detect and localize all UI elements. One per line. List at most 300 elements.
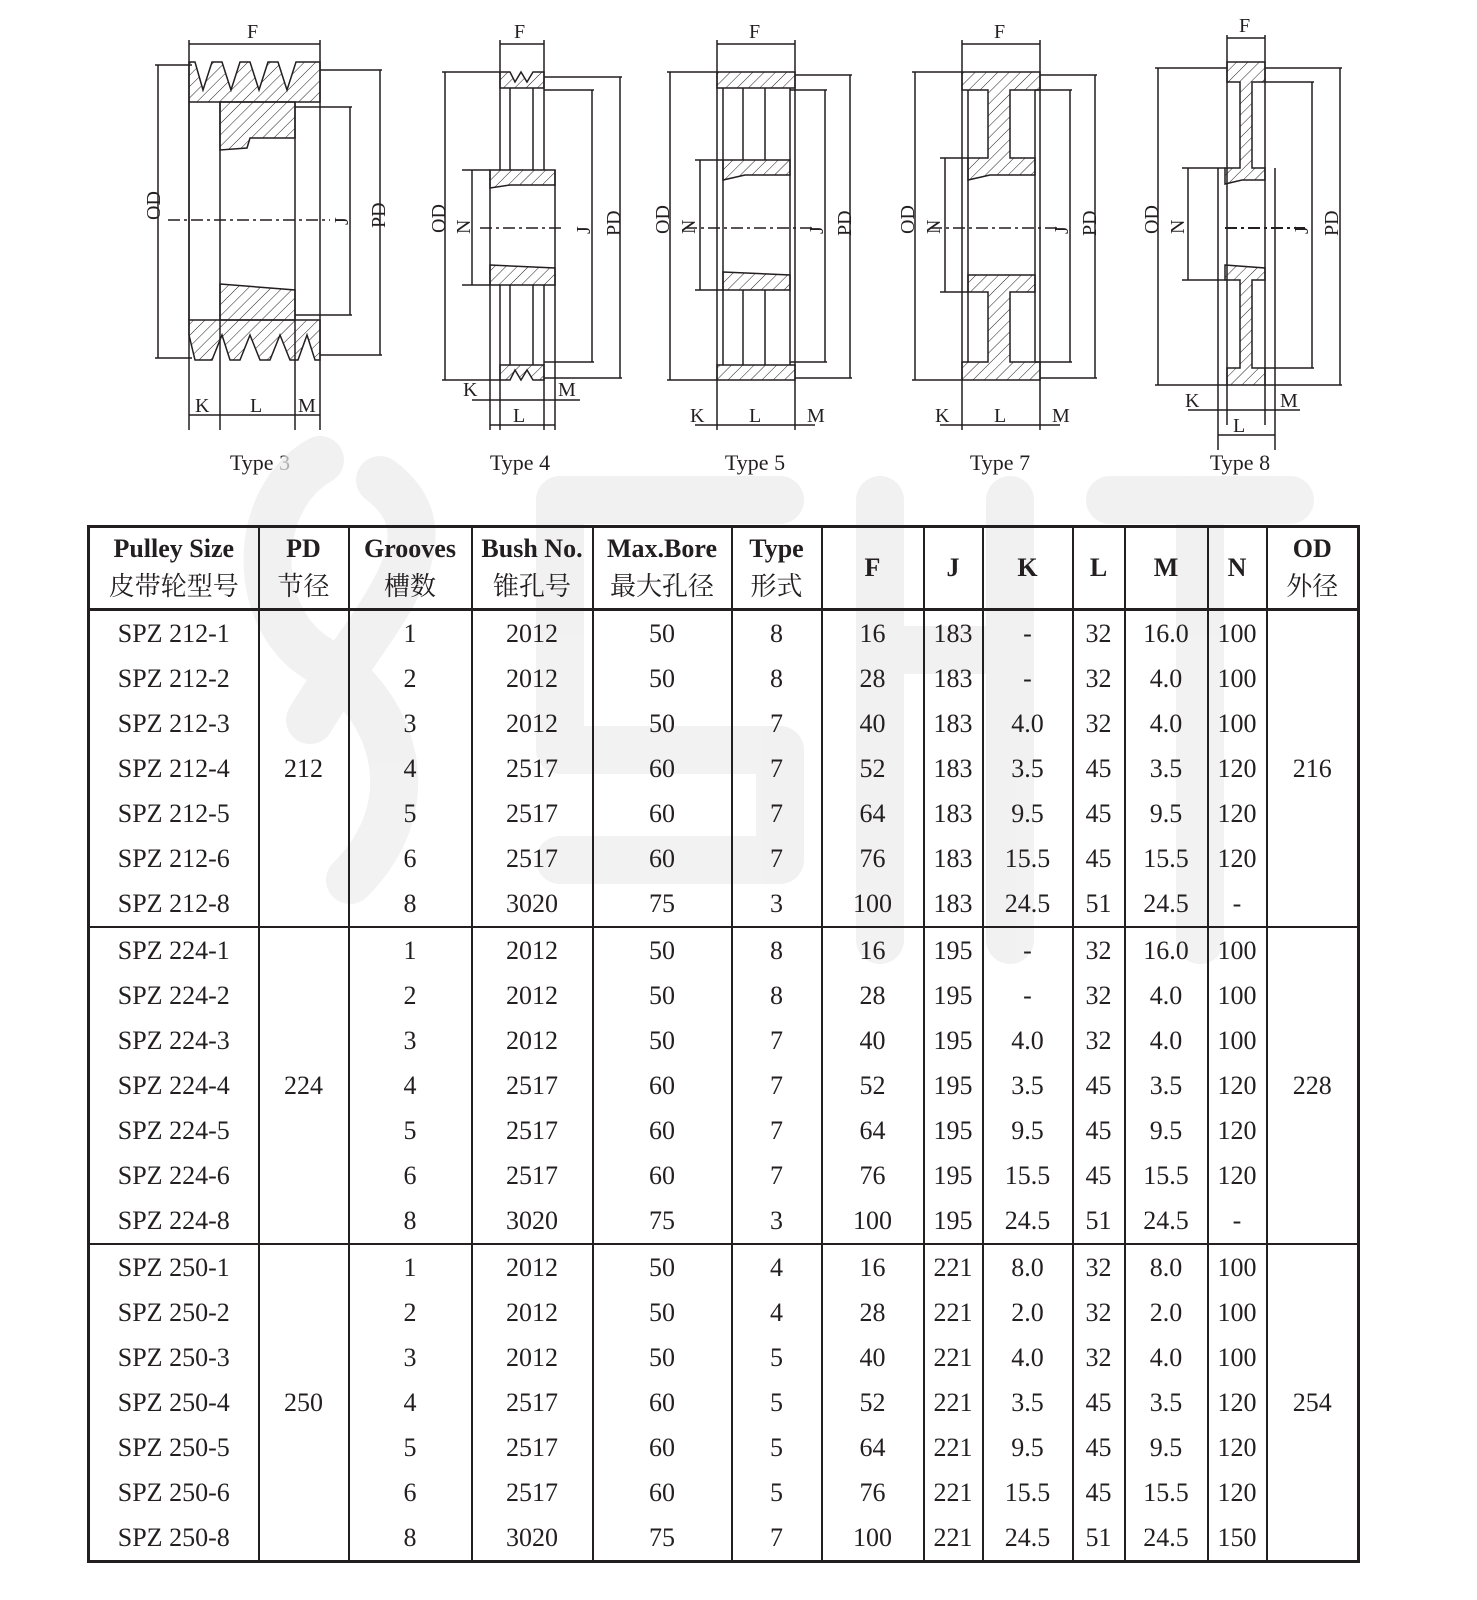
column-header-en: L [1089, 553, 1108, 582]
cell-n: 120 [1208, 746, 1267, 791]
column-header-f [822, 527, 924, 610]
type-8-drawing [1130, 10, 1350, 450]
column-header-en: Pulley Size [113, 534, 235, 563]
cell-k: - [983, 973, 1073, 1018]
dim-label-OD: OD [428, 204, 450, 233]
cell-grooves: 4 [349, 746, 472, 791]
dim-label-F: F [749, 21, 761, 43]
cell-type: 7 [732, 836, 822, 881]
dim-label-L: L [749, 405, 762, 427]
cell-grooves: 4 [349, 1380, 472, 1425]
dim-label-K: K [195, 395, 210, 417]
cell-type: 4 [732, 1290, 822, 1335]
cell-bore: 60 [593, 791, 732, 836]
cell-k: 8.0 [983, 1244, 1073, 1290]
cell-bore: 50 [593, 656, 732, 701]
cell-l: 45 [1073, 1380, 1125, 1425]
diagram-type-3 [130, 10, 390, 480]
cell-l: 45 [1073, 1470, 1125, 1515]
cell-l: 45 [1073, 746, 1125, 791]
cell-k: 3.5 [983, 1380, 1073, 1425]
cell-bush: 2517 [472, 791, 593, 836]
dim-label-J: J [573, 226, 595, 234]
cell-bush: 2517 [472, 1063, 593, 1108]
cell-l: 45 [1073, 1153, 1125, 1198]
cell-bore: 50 [593, 1244, 732, 1290]
dim-label-K: K [463, 379, 478, 401]
cell-grooves: 6 [349, 836, 472, 881]
cell-type: 3 [732, 1198, 822, 1244]
cell-l: 45 [1073, 1108, 1125, 1153]
column-header-grooves [349, 527, 472, 610]
cell-bore: 60 [593, 1425, 732, 1470]
cell-bush: 2012 [472, 973, 593, 1018]
dim-label-L: L [513, 405, 526, 427]
column-header-cn: 最大孔径 [609, 572, 714, 602]
column-header-pd [259, 527, 349, 610]
column-header-type [732, 527, 822, 610]
dim-label-F: F [247, 21, 259, 43]
cell-bush: 2012 [472, 927, 593, 973]
cell-bore: 50 [593, 1335, 732, 1380]
cell-grooves: 1 [349, 1244, 472, 1290]
cell-j: 183 [924, 746, 983, 791]
cell-j: 195 [924, 1018, 983, 1063]
cell-j: 183 [924, 791, 983, 836]
cell-m: 4.0 [1125, 656, 1208, 701]
cell-od: 216 [1267, 610, 1359, 928]
cell-f: 100 [822, 1198, 924, 1244]
cell-n: 100 [1208, 610, 1267, 657]
cell-grooves: 5 [349, 1425, 472, 1470]
cell-grooves: 1 [349, 927, 472, 973]
cell-bush: 2012 [472, 610, 593, 657]
cell-k: 9.5 [983, 791, 1073, 836]
cell-od: 228 [1267, 927, 1359, 1244]
dim-label-K: K [1185, 390, 1200, 412]
cell-f: 52 [822, 1063, 924, 1108]
dim-label-OD: OD [1141, 205, 1163, 234]
cell-j: 183 [924, 836, 983, 881]
cell-l: 32 [1073, 610, 1125, 657]
dim-label-M: M [1052, 405, 1070, 427]
cell-n: 120 [1208, 1063, 1267, 1108]
cell-n: 120 [1208, 1108, 1267, 1153]
cell-m: 3.5 [1125, 746, 1208, 791]
cell-pulley-size: SPZ 250-4 [89, 1380, 259, 1425]
column-header-en: OD [1292, 534, 1332, 563]
cell-type: 7 [732, 1153, 822, 1198]
cell-bore: 75 [593, 1198, 732, 1244]
cell-grooves: 4 [349, 1063, 472, 1108]
cell-f: 64 [822, 791, 924, 836]
column-header-j [924, 527, 983, 610]
diagram-caption: Type 8 [1209, 450, 1271, 475]
cell-pulley-size: SPZ 212-1 [89, 610, 259, 657]
cell-m: 15.5 [1125, 1153, 1208, 1198]
dim-label-N: N [678, 219, 700, 234]
cell-pd: 250 [259, 1244, 349, 1562]
cell-n: 120 [1208, 1380, 1267, 1425]
cell-type: 7 [732, 1515, 822, 1562]
dim-label-L: L [1233, 415, 1246, 437]
cell-k: 4.0 [983, 701, 1073, 746]
dim-label-K: K [935, 405, 950, 427]
cell-pulley-size: SPZ 224-2 [89, 973, 259, 1018]
cell-f: 40 [822, 1335, 924, 1380]
cell-j: 183 [924, 701, 983, 746]
cell-n: 150 [1208, 1515, 1267, 1562]
diagram-type-4 [400, 10, 640, 480]
type-5-drawing [645, 10, 865, 450]
cell-f: 52 [822, 746, 924, 791]
cell-bore: 60 [593, 836, 732, 881]
cell-m: 16.0 [1125, 927, 1208, 973]
cell-bush: 2012 [472, 1244, 593, 1290]
cell-j: 195 [924, 1198, 983, 1244]
column-header-en: Bush No. [481, 534, 583, 563]
diagram-type-8 [1130, 10, 1350, 480]
cell-grooves: 1 [349, 610, 472, 657]
cell-bush: 2012 [472, 701, 593, 746]
cell-pulley-size: SPZ 212-8 [89, 881, 259, 927]
cell-pulley-size: SPZ 224-5 [89, 1108, 259, 1153]
column-header-bush-no [472, 527, 593, 610]
cell-l: 32 [1073, 701, 1125, 746]
column-header-cn: 外径 [1286, 572, 1339, 602]
column-header-od [1267, 527, 1359, 610]
cell-f: 16 [822, 1244, 924, 1290]
dim-label-F: F [994, 21, 1006, 43]
cell-pulley-size: SPZ 224-4 [89, 1063, 259, 1108]
type-7-drawing [890, 10, 1110, 450]
cell-m: 8.0 [1125, 1244, 1208, 1290]
cell-pulley-size: SPZ 250-2 [89, 1290, 259, 1335]
cell-bore: 60 [593, 1063, 732, 1108]
cell-pulley-size: SPZ 212-3 [89, 701, 259, 746]
cell-bush: 2012 [472, 1335, 593, 1380]
cell-grooves: 8 [349, 1515, 472, 1562]
cell-pulley-size: SPZ 224-3 [89, 1018, 259, 1063]
cell-j: 221 [924, 1425, 983, 1470]
cell-k: 24.5 [983, 1198, 1073, 1244]
cell-type: 7 [732, 701, 822, 746]
cell-pulley-size: SPZ 250-5 [89, 1425, 259, 1470]
pulley-type-diagrams [0, 0, 1477, 500]
cell-bore: 60 [593, 1380, 732, 1425]
diagram-type-5 [645, 10, 865, 480]
column-header-en: M [1153, 553, 1179, 582]
cell-l: 51 [1073, 881, 1125, 927]
cell-f: 64 [822, 1108, 924, 1153]
cell-grooves: 2 [349, 656, 472, 701]
cell-f: 64 [822, 1425, 924, 1470]
cell-j: 221 [924, 1335, 983, 1380]
cell-m: 3.5 [1125, 1063, 1208, 1108]
cell-bore: 75 [593, 881, 732, 927]
cell-l: 32 [1073, 1018, 1125, 1063]
column-header-n [1208, 527, 1267, 610]
cell-m: 2.0 [1125, 1290, 1208, 1335]
cell-type: 8 [732, 973, 822, 1018]
cell-type: 7 [732, 791, 822, 836]
cell-j: 195 [924, 1108, 983, 1153]
cell-pulley-size: SPZ 250-6 [89, 1470, 259, 1515]
cell-grooves: 5 [349, 1108, 472, 1153]
cell-k: 4.0 [983, 1018, 1073, 1063]
cell-k: 4.0 [983, 1335, 1073, 1380]
cell-m: 24.5 [1125, 1198, 1208, 1244]
cell-bush: 2517 [472, 746, 593, 791]
cell-m: 4.0 [1125, 1018, 1208, 1063]
cell-m: 15.5 [1125, 1470, 1208, 1515]
cell-m: 4.0 [1125, 1335, 1208, 1380]
dim-label-N: N [453, 219, 475, 234]
cell-f: 76 [822, 1470, 924, 1515]
dim-label-PD: PD [1079, 210, 1101, 236]
dim-label-N: N [923, 219, 945, 234]
diagram-caption: Type 4 [489, 450, 551, 475]
column-header-en: Grooves [364, 534, 456, 563]
cell-grooves: 8 [349, 881, 472, 927]
cell-pulley-size: SPZ 250-8 [89, 1515, 259, 1562]
cell-n: 120 [1208, 791, 1267, 836]
cell-bush: 2517 [472, 1425, 593, 1470]
cell-m: 15.5 [1125, 836, 1208, 881]
cell-pulley-size: SPZ 250-1 [89, 1244, 259, 1290]
column-header-en: Type [749, 534, 804, 563]
cell-l: 45 [1073, 1063, 1125, 1108]
cell-bore: 50 [593, 927, 732, 973]
cell-grooves: 2 [349, 973, 472, 1018]
cell-grooves: 3 [349, 1335, 472, 1380]
cell-l: 45 [1073, 836, 1125, 881]
diagram-caption: Type 7 [969, 450, 1031, 475]
cell-f: 16 [822, 927, 924, 973]
cell-bore: 60 [593, 1470, 732, 1515]
cell-f: 28 [822, 973, 924, 1018]
cell-j: 221 [924, 1380, 983, 1425]
dim-label-L: L [994, 405, 1007, 427]
cell-bush: 2012 [472, 1290, 593, 1335]
cell-grooves: 6 [349, 1153, 472, 1198]
dim-label-J: J [331, 217, 353, 225]
cell-n: - [1208, 881, 1267, 927]
cell-type: 5 [732, 1470, 822, 1515]
cell-n: 100 [1208, 973, 1267, 1018]
cell-pd: 212 [259, 610, 349, 928]
column-header-max-bore [593, 527, 732, 610]
cell-j: 195 [924, 1063, 983, 1108]
dim-label-K: K [690, 405, 705, 427]
type-4-drawing [400, 10, 640, 450]
cell-l: 51 [1073, 1515, 1125, 1562]
cell-type: 5 [732, 1425, 822, 1470]
cell-bore: 50 [593, 1018, 732, 1063]
cell-type: 8 [732, 927, 822, 973]
cell-f: 76 [822, 836, 924, 881]
dim-label-N: N [1167, 219, 1189, 234]
dim-label-PD: PD [368, 202, 390, 228]
cell-bush: 2517 [472, 1153, 593, 1198]
cell-k: 15.5 [983, 1470, 1073, 1515]
dim-label-OD: OD [652, 205, 674, 234]
dim-label-M: M [558, 379, 576, 401]
cell-bore: 50 [593, 610, 732, 657]
diagram-caption: Type 5 [724, 450, 786, 475]
column-header-k [983, 527, 1073, 610]
cell-bore: 60 [593, 1108, 732, 1153]
table-row [89, 1244, 1359, 1290]
dim-label-M: M [298, 395, 316, 417]
cell-k: 15.5 [983, 836, 1073, 881]
column-header-en: Max.Bore [607, 534, 717, 563]
cell-n: 120 [1208, 836, 1267, 881]
column-header-l [1073, 527, 1125, 610]
cell-f: 16 [822, 610, 924, 657]
cell-pulley-size: SPZ 224-8 [89, 1198, 259, 1244]
cell-m: 24.5 [1125, 1515, 1208, 1562]
cell-f: 76 [822, 1153, 924, 1198]
cell-grooves: 5 [349, 791, 472, 836]
cell-f: 100 [822, 881, 924, 927]
table-header-row [89, 527, 1359, 610]
dim-label-OD: OD [143, 191, 165, 220]
cell-pulley-size: SPZ 212-2 [89, 656, 259, 701]
table-row [89, 610, 1359, 657]
cell-j: 183 [924, 610, 983, 657]
dim-label-PD: PD [603, 210, 625, 236]
cell-type: 5 [732, 1380, 822, 1425]
cell-j: 221 [924, 1515, 983, 1562]
dim-label-J: J [1051, 226, 1073, 234]
cell-type: 7 [732, 746, 822, 791]
cell-l: 45 [1073, 1425, 1125, 1470]
cell-j: 221 [924, 1470, 983, 1515]
cell-k: 9.5 [983, 1108, 1073, 1153]
diagram-type-7 [890, 10, 1110, 480]
cell-k: 3.5 [983, 1063, 1073, 1108]
cell-k: - [983, 610, 1073, 657]
cell-m: 9.5 [1125, 791, 1208, 836]
cell-grooves: 8 [349, 1198, 472, 1244]
cell-type: 3 [732, 881, 822, 927]
cell-bush: 2517 [472, 836, 593, 881]
cell-l: 45 [1073, 791, 1125, 836]
cell-f: 40 [822, 1018, 924, 1063]
cell-grooves: 6 [349, 1470, 472, 1515]
column-header-cn: 锥孔号 [492, 572, 571, 602]
cell-n: 120 [1208, 1153, 1267, 1198]
cell-j: 221 [924, 1290, 983, 1335]
column-header-en: N [1227, 553, 1247, 582]
dim-label-J: J [1291, 226, 1313, 234]
cell-bush: 2012 [472, 656, 593, 701]
cell-j: 195 [924, 927, 983, 973]
cell-n: 120 [1208, 1470, 1267, 1515]
dim-label-F: F [514, 21, 526, 43]
cell-type: 5 [732, 1335, 822, 1380]
dim-label-PD: PD [1321, 210, 1343, 236]
cell-bore: 60 [593, 1153, 732, 1198]
type-3-drawing [130, 10, 390, 450]
cell-k: - [983, 656, 1073, 701]
cell-n: 100 [1208, 1335, 1267, 1380]
pulley-spec-table [87, 525, 1360, 1563]
cell-k: - [983, 927, 1073, 973]
table-body [89, 610, 1359, 1562]
cell-l: 32 [1073, 1335, 1125, 1380]
cell-bush: 3020 [472, 1515, 593, 1562]
column-header-en: K [1017, 553, 1038, 582]
column-header-cn: 形式 [750, 572, 803, 602]
cell-bush: 2517 [472, 1108, 593, 1153]
dim-label-OD: OD [897, 205, 919, 234]
cell-l: 32 [1073, 656, 1125, 701]
cell-f: 28 [822, 656, 924, 701]
cell-l: 32 [1073, 973, 1125, 1018]
cell-pulley-size: SPZ 224-1 [89, 927, 259, 973]
dim-label-PD: PD [834, 210, 856, 236]
cell-f: 100 [822, 1515, 924, 1562]
cell-m: 9.5 [1125, 1108, 1208, 1153]
cell-l: 51 [1073, 1198, 1125, 1244]
cell-bore: 60 [593, 746, 732, 791]
cell-type: 8 [732, 610, 822, 657]
cell-m: 3.5 [1125, 1380, 1208, 1425]
cell-n: 100 [1208, 656, 1267, 701]
cell-k: 2.0 [983, 1290, 1073, 1335]
cell-type: 8 [732, 656, 822, 701]
cell-n: 100 [1208, 1244, 1267, 1290]
dim-label-L: L [250, 395, 263, 417]
cell-n: 120 [1208, 1425, 1267, 1470]
cell-k: 24.5 [983, 1515, 1073, 1562]
cell-bush: 3020 [472, 1198, 593, 1244]
cell-k: 24.5 [983, 881, 1073, 927]
cell-od: 254 [1267, 1244, 1359, 1562]
dim-label-F: F [1239, 15, 1251, 37]
dim-label-M: M [807, 405, 825, 427]
cell-l: 32 [1073, 1244, 1125, 1290]
cell-bore: 75 [593, 1515, 732, 1562]
cell-pulley-size: SPZ 250-3 [89, 1335, 259, 1380]
dim-label-M: M [1280, 390, 1298, 412]
column-header-m [1125, 527, 1208, 610]
cell-m: 16.0 [1125, 610, 1208, 657]
cell-type: 7 [732, 1063, 822, 1108]
column-header-cn: 槽数 [383, 572, 436, 602]
cell-j: 195 [924, 973, 983, 1018]
cell-bush: 2012 [472, 1018, 593, 1063]
dim-label-J: J [806, 226, 828, 234]
cell-type: 7 [732, 1108, 822, 1153]
cell-f: 40 [822, 701, 924, 746]
cell-bush: 3020 [472, 881, 593, 927]
cell-f: 52 [822, 1380, 924, 1425]
cell-bore: 50 [593, 701, 732, 746]
column-header-en: J [946, 553, 960, 582]
cell-grooves: 2 [349, 1290, 472, 1335]
cell-pulley-size: SPZ 212-6 [89, 836, 259, 881]
cell-k: 15.5 [983, 1153, 1073, 1198]
cell-l: 32 [1073, 927, 1125, 973]
cell-type: 4 [732, 1244, 822, 1290]
cell-l: 32 [1073, 1290, 1125, 1335]
cell-pulley-size: SPZ 212-5 [89, 791, 259, 836]
cell-bush: 2517 [472, 1470, 593, 1515]
cell-bore: 50 [593, 973, 732, 1018]
